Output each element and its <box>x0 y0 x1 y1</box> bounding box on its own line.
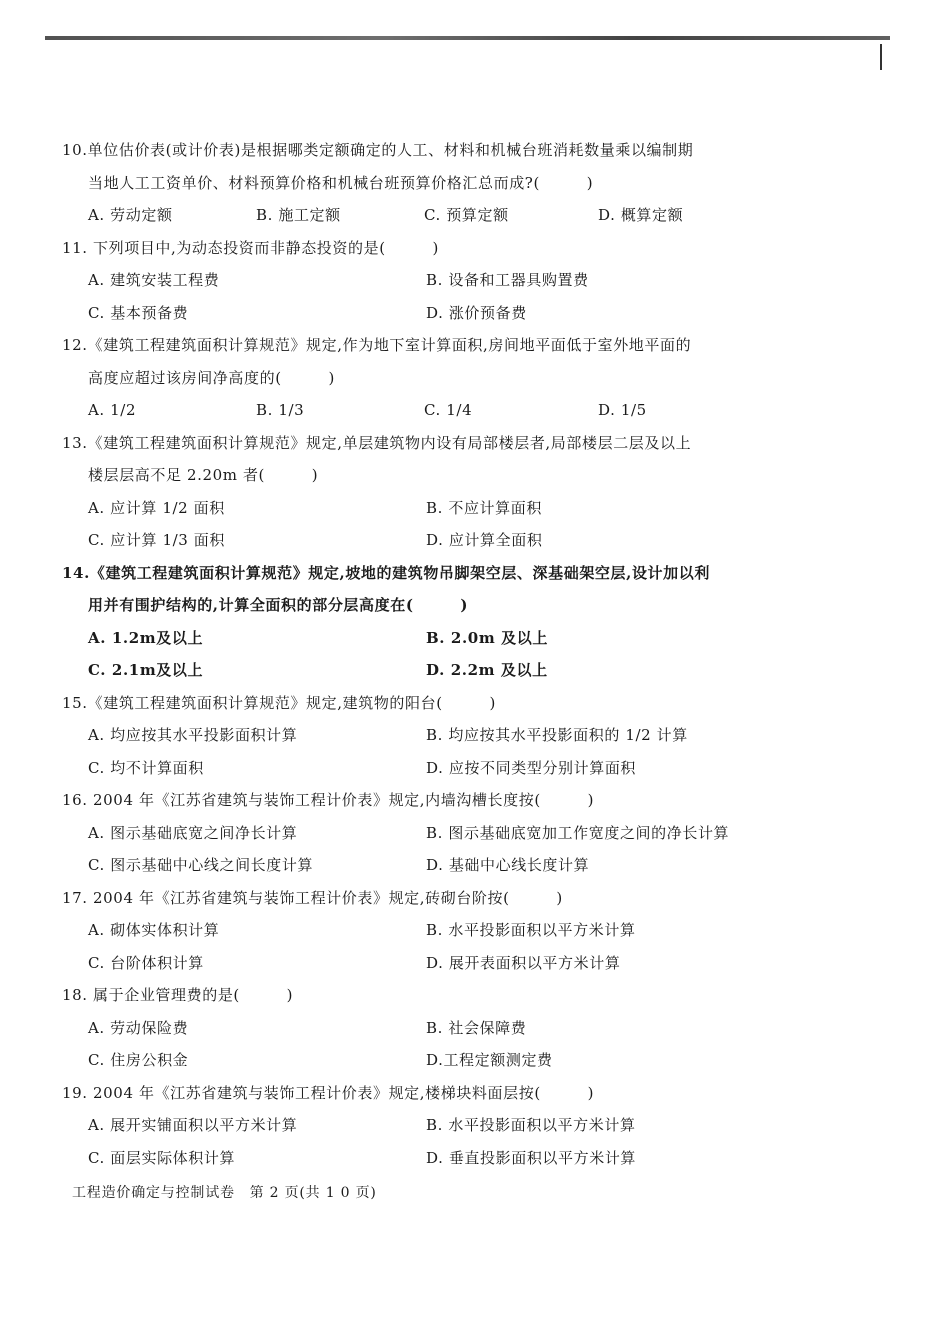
options <box>62 394 822 427</box>
option-b: B. 均应按其水平投影面积的 1/2 计算 <box>426 726 688 744</box>
options <box>62 817 822 882</box>
question-15 <box>62 687 822 785</box>
question-13 <box>62 427 822 557</box>
option-b: B. 社会保障费 <box>426 1018 527 1037</box>
option-c: C. 住房公积金 <box>88 1051 189 1069</box>
question-12 <box>62 329 822 427</box>
question-16 <box>62 784 822 882</box>
option-c: C. 均不计算面积 <box>88 758 204 777</box>
exam-page <box>62 134 822 1174</box>
option-b: B. 不应计算面积 <box>426 498 542 517</box>
option-d: D. 垂直投影面积以平方米计算 <box>426 1148 637 1167</box>
option-c: C. 图示基础中心线之间长度计算 <box>88 856 314 874</box>
question-11 <box>62 232 822 330</box>
option-d: D. 应计算全面积 <box>426 531 543 549</box>
question-stem: 11. 下列项目中,为动态投资而非静态投资的是( ) <box>62 238 439 257</box>
options <box>62 1012 822 1077</box>
option-a: A. 1.2m及以上 <box>88 628 204 647</box>
option-d: D.工程定额测定费 <box>426 1051 553 1069</box>
option-c: C. 基本预备费 <box>88 303 189 322</box>
options <box>62 492 822 557</box>
option-c: C. 应计算 1/3 面积 <box>88 531 225 549</box>
question-14 <box>62 557 822 687</box>
option-a: A. 应计算 1/2 面积 <box>88 498 225 517</box>
question-stem: 14.《建筑工程建筑面积计算规范》规定,坡地的建筑物吊脚架空层、深基础架空层,设计加以利 <box>62 563 710 582</box>
option-a: A. 砌体实体积计算 <box>88 921 220 939</box>
question-stem-continued: 高度应超过该房间净高度的( ) <box>88 368 335 387</box>
question-stem: 19. 2004 年《江苏省建筑与装饰工程计价表》规定,楼梯块料面层按( ) <box>62 1083 595 1102</box>
option-d: D. 1/5 <box>598 401 647 419</box>
option-d: D. 2.2m 及以上 <box>426 661 548 679</box>
option-d: D. 涨价预备费 <box>426 303 527 322</box>
option-c: C. 1/4 <box>424 401 473 419</box>
option-c: C. 2.1m及以上 <box>88 661 204 679</box>
option-a: A. 图示基础底宽之间净长计算 <box>88 823 298 842</box>
question-stem: 18. 属于企业管理费的是( ) <box>62 986 294 1004</box>
question-18 <box>62 979 822 1077</box>
options <box>62 199 822 232</box>
question-10 <box>62 134 822 232</box>
question-17 <box>62 882 822 980</box>
options <box>62 1109 822 1174</box>
edge-mark <box>880 44 882 70</box>
question-stem-continued: 当地人工工资单价、材料预算价格和机械台班预算价格汇总而成?( ) <box>88 173 594 192</box>
option-a: A. 展开实铺面积以平方米计算 <box>88 1116 298 1134</box>
options <box>62 622 822 687</box>
option-b: B. 施工定额 <box>256 206 341 224</box>
options <box>62 719 822 784</box>
option-b: B. 图示基础底宽加工作宽度之间的净长计算 <box>426 823 730 842</box>
option-a: A. 建筑安装工程费 <box>88 271 220 289</box>
option-d: D. 概算定额 <box>598 206 684 224</box>
question-stem: 17. 2004 年《江苏省建筑与装饰工程计价表》规定,砖砌台阶按( ) <box>62 888 563 907</box>
question-stem: 15.《建筑工程建筑面积计算规范》规定,建筑物的阳台( ) <box>62 693 496 712</box>
option-d: D. 应按不同类型分别计算面积 <box>426 758 637 777</box>
option-a: A. 均应按其水平投影面积计算 <box>88 726 298 744</box>
top-scan-rule <box>45 36 890 40</box>
question-stem: 13.《建筑工程建筑面积计算规范》规定,单层建筑物内设有局部楼层者,局部楼层二层及以上 <box>62 433 692 452</box>
option-b: B. 1/3 <box>256 401 305 419</box>
question-stem: 12.《建筑工程建筑面积计算规范》规定,作为地下室计算面积,房间地平面低于室外地平面的 <box>62 336 692 354</box>
option-c: C. 预算定额 <box>424 206 509 224</box>
option-b: B. 水平投影面积以平方米计算 <box>426 1116 636 1134</box>
page-footer: 工程造价确定与控制试卷 第 2 页(共 1 0 页) <box>72 1185 377 1201</box>
options <box>62 264 822 329</box>
question-stem-continued: 用并有围护结构的,计算全面积的部分层高度在( ) <box>88 596 469 614</box>
option-d: D. 基础中心线长度计算 <box>426 856 590 874</box>
question-stem: 10.单位估价表(或计价表)是根据哪类定额确定的人工、材料和机械台班消耗数量乘以编制期 <box>62 141 694 159</box>
question-stem-continued: 楼层层高不足 2.20m 者( ) <box>88 466 319 484</box>
option-d: D. 展开表面积以平方米计算 <box>426 953 621 972</box>
option-a: A. 劳动定额 <box>88 206 173 224</box>
question-19 <box>62 1077 822 1175</box>
option-a: A. 1/2 <box>88 401 137 419</box>
question-stem: 16. 2004 年《江苏省建筑与装饰工程计价表》规定,内墙沟槽长度按( ) <box>62 791 595 809</box>
options <box>62 914 822 979</box>
option-b: B. 水平投影面积以平方米计算 <box>426 921 636 939</box>
option-c: C. 台阶体积计算 <box>88 953 204 972</box>
option-b: B. 2.0m 及以上 <box>426 628 548 647</box>
option-c: C. 面层实际体积计算 <box>88 1148 236 1167</box>
option-a: A. 劳动保险费 <box>88 1018 189 1037</box>
option-b: B. 设备和工器具购置费 <box>426 271 589 289</box>
